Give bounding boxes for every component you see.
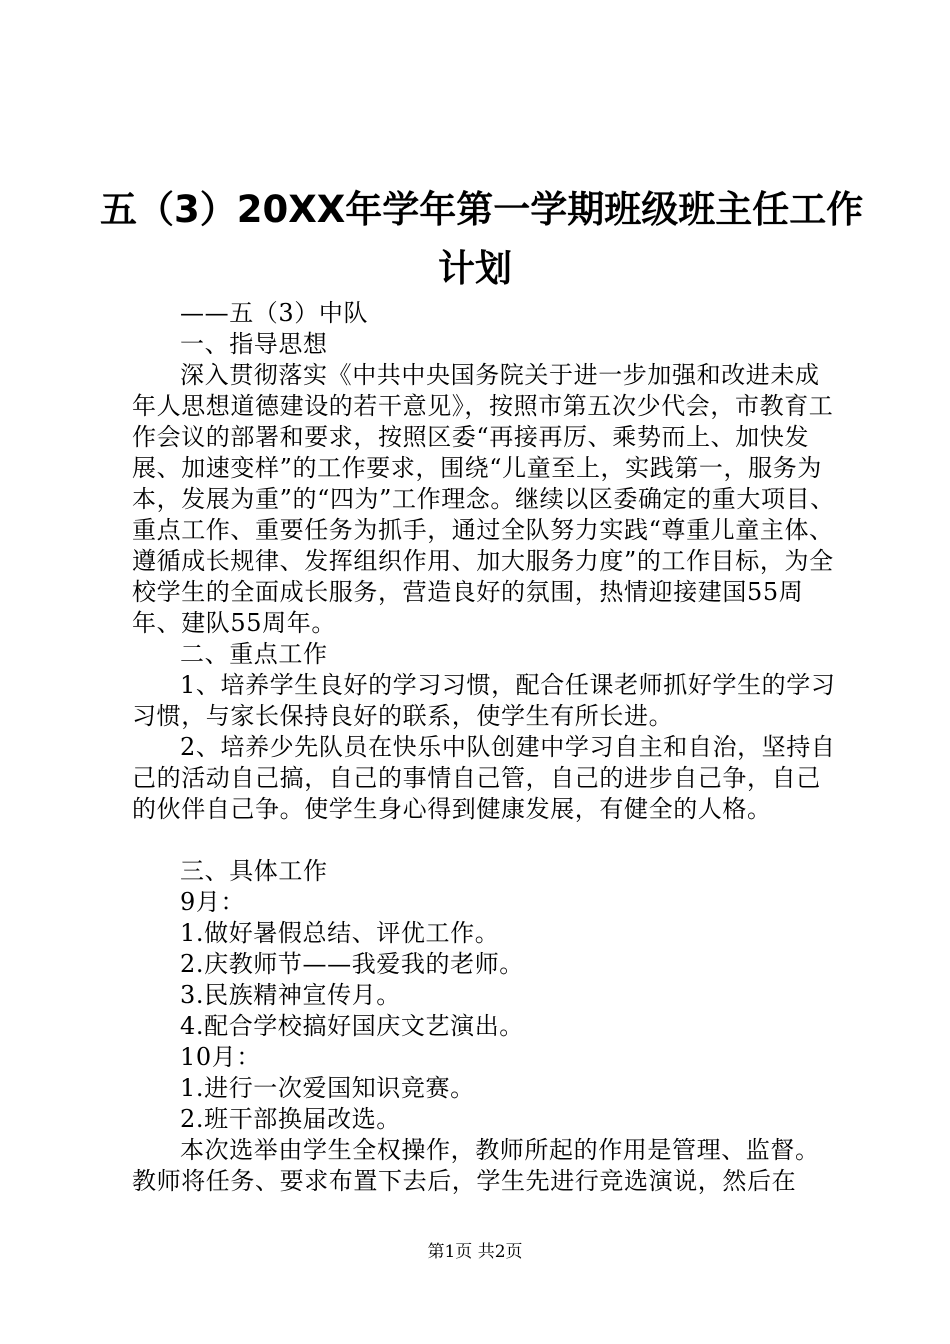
section-heading-guiding-ideology: 一、指导思想 [180,330,328,358]
blank-line [132,825,837,856]
list-item: 1.做好暑假总结、评优工作。 [180,919,500,947]
document-title-line-1: 五（3）20XX年学年第一学期班级班主任工作 [100,188,864,231]
document-title-line-2: 计划 [438,247,512,290]
list-item: 3.民族精神宣传月。 [180,981,401,1009]
paragraph-election: 本次选举由学生全权操作，教师所起的作用是管理、监督。教师将任务、要求布置下去后，学生先进行竞选演说，然后在 [132,1136,820,1195]
list-item: 4.配合学校搞好国庆文艺演出。 [180,1012,524,1040]
month-heading-october: 10月： [180,1043,261,1071]
paragraph-key-work-1: 1、培养学生良好的学习习惯，配合任课老师抓好学生的学习习惯，与家长保持良好的联系，使学生有所长进。 [132,671,836,730]
list-item: 2.班干部换届改选。 [180,1105,401,1133]
paragraph-guiding-ideology: 深入贯彻落实《中共中央国务院关于进一步加强和改进未成年人思想道德建设的若干意见》，按照市第五次少代会，市教育工作会议的部署和要求，按照区委“再接再厉、乘势而上、加快发展、加速变样”的工作要求，围绕“儿童至上，实践第一，服务为本，发展为重”的“四为”工作理念。继续以区委确定的重大项目、重点工作、重要任务为抓手，通过全队努力实践“尊重儿童主体、遵循成长规律、发挥组织作用、加大服务力度”的工作目标，为全校学生的全面成长服务，营造良好的氛围，热情迎接建国55周年、建队55周年。 [132,361,835,637]
document-body [132,298,837,1197]
list-item: 1.进行一次爱国知识竞赛。 [180,1074,475,1102]
list-item: 2.庆教师节——我爱我的老师。 [180,950,524,978]
subtitle-squadron: ——五（3）中队 [180,299,369,327]
paragraph-key-work-2: 2、培养少先队员在快乐中队创建中学习自主和自治，坚持自己的活动自己搞，自己的事情自己管，自己的进步自己争，自己的伙伴自己争。使学生身心得到健康发展，有健全的人格。 [132,733,836,823]
section-heading-specific-work: 三、具体工作 [180,857,328,885]
month-heading-september: 9月： [180,888,246,916]
page-footer: 第1页 共2页 [427,1242,523,1262]
section-heading-key-work: 二、重点工作 [180,640,328,668]
